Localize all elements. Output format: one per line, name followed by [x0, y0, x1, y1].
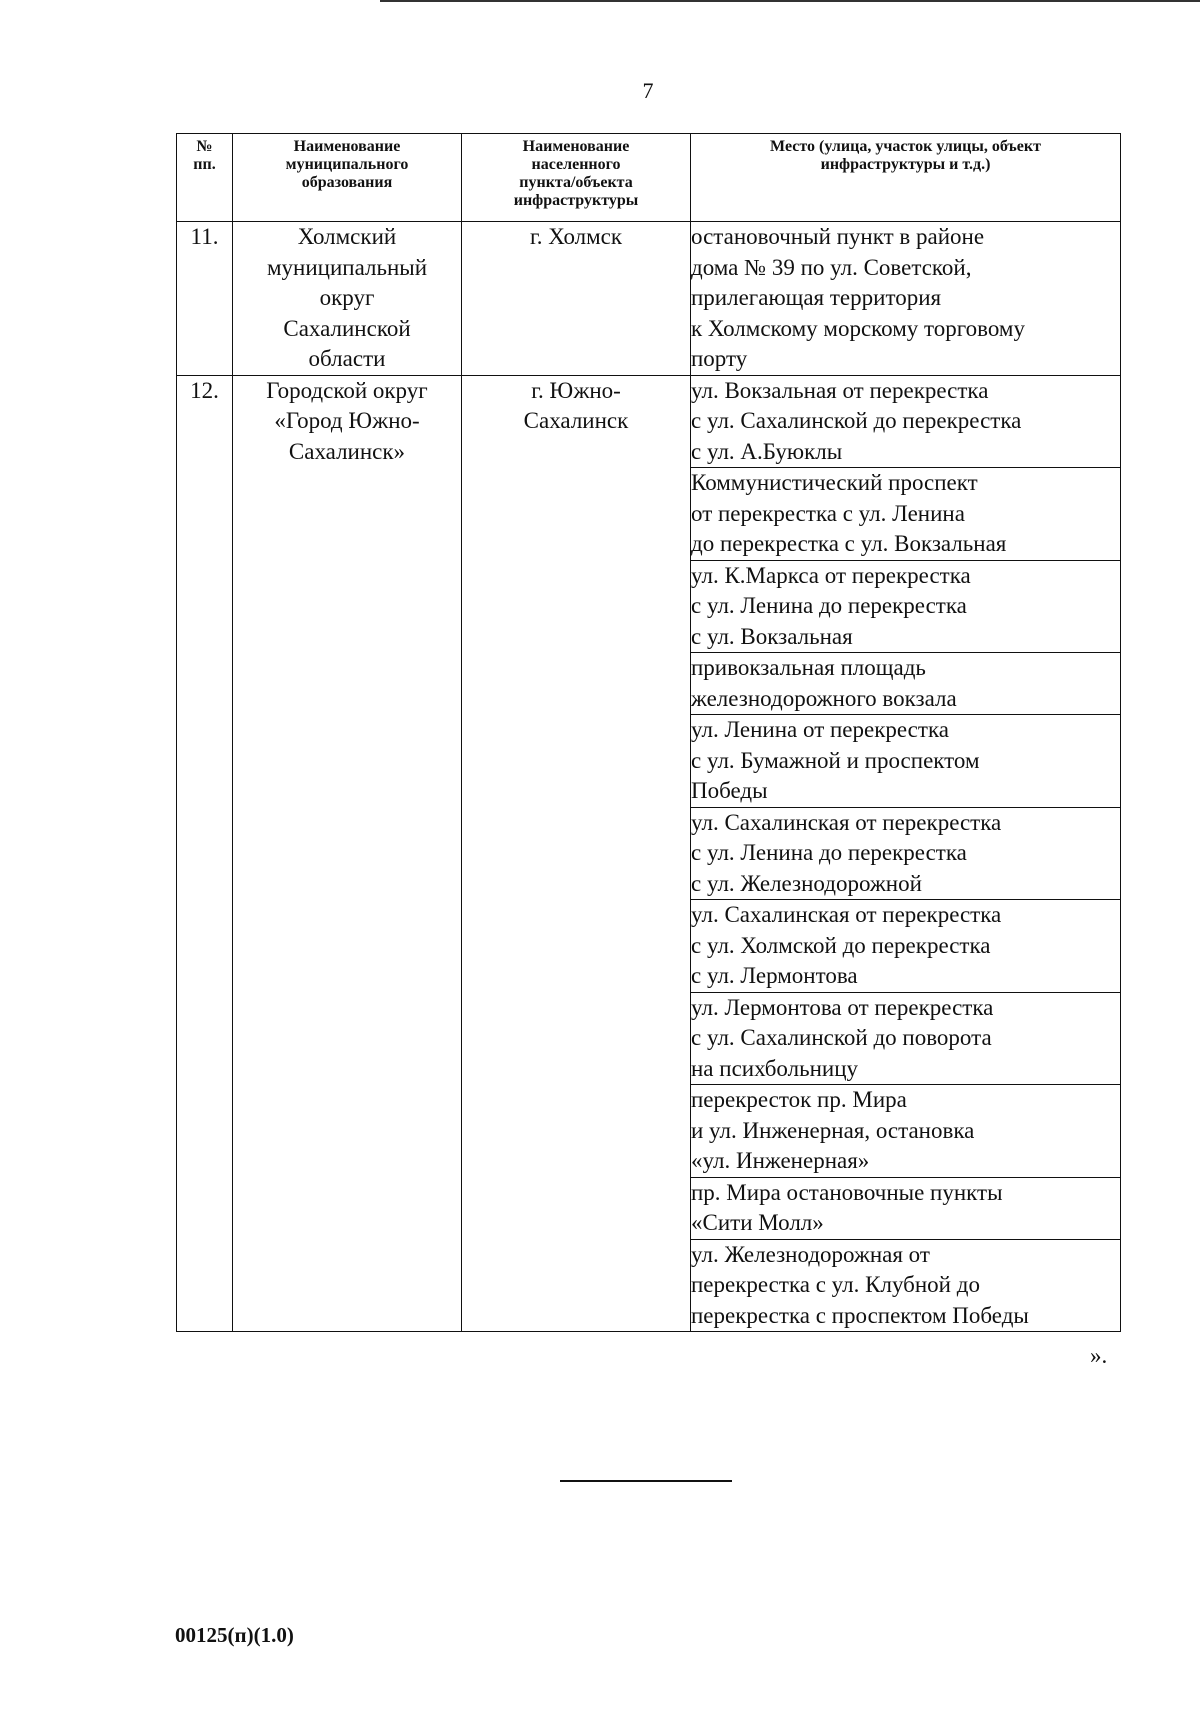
place-cell: ул. Ленина от перекрестка с ул. Бумажной и проспектом Победы [691, 715, 1121, 808]
table-header-row [177, 134, 1121, 222]
header-municipality: Наименование муниципального образования [233, 134, 462, 222]
closing-quote: ». [1090, 1343, 1108, 1368]
table-row [177, 375, 1121, 468]
place-cell: остановочный пункт в районе дома № 39 по ул. Советской, прилегающая территория к Холмскому морскому торговому порту [691, 222, 1121, 376]
place-cell: ул. К.Маркса от перекрестка с ул. Ленина до перекрестка с ул. Вокзальная [691, 560, 1121, 653]
municipality-cell: Городской округ «Город Южно- Сахалинск» [233, 375, 462, 1332]
place-cell: пр. Мира остановочные пункты «Сити Молл» [691, 1177, 1121, 1239]
settlement-cell: г. Холмск [462, 222, 691, 376]
page-number: 7 [642, 78, 654, 103]
place-cell: ул. Вокзальная от перекрестка с ул. Сахалинской до перекрестка с ул. А.Буюклы [691, 375, 1121, 468]
place-cell: Коммунистический проспект от перекрестка с ул. Ленина до перекрестка с ул. Вокзальная [691, 468, 1121, 561]
document-code: 00125(п)(1.0) [175, 1623, 294, 1647]
municipality-cell: Холмский муниципальный округ Сахалинской области [233, 222, 462, 376]
locations-table [176, 133, 1121, 1332]
place-cell: привокзальная площадь железнодорожного вокзала [691, 653, 1121, 715]
row-number: 11. [177, 222, 233, 376]
place-cell: ул. Сахалинская от перекрестка с ул. Холмской до перекрестка с ул. Лермонтова [691, 900, 1121, 993]
place-cell: перекресток пр. Мира и ул. Инженерная, остановка «ул. Инженерная» [691, 1085, 1121, 1178]
row-number: 12. [177, 375, 233, 1332]
settlement-cell: г. Южно- Сахалинск [462, 375, 691, 1332]
header-number: № пп. [177, 134, 233, 222]
place-cell: ул. Лермонтова от перекрестка с ул. Сахалинской до поворота на психбольницу [691, 992, 1121, 1085]
place-cell: ул. Железнодорожная от перекрестка с ул. Клубной до перекрестка с проспектом Победы [691, 1239, 1121, 1332]
top-border-line [380, 0, 1200, 2]
place-cell: ул. Сахалинская от перекрестка с ул. Ленина до перекрестка с ул. Железнодорожной [691, 807, 1121, 900]
header-settlement: Наименование населенного пункта/объекта инфраструктуры [462, 134, 691, 222]
footer-separator-line [560, 1480, 732, 1482]
table-row [177, 222, 1121, 376]
header-place: Место (улица, участок улицы, объект инфраструктуры и т.д.) [691, 134, 1121, 222]
